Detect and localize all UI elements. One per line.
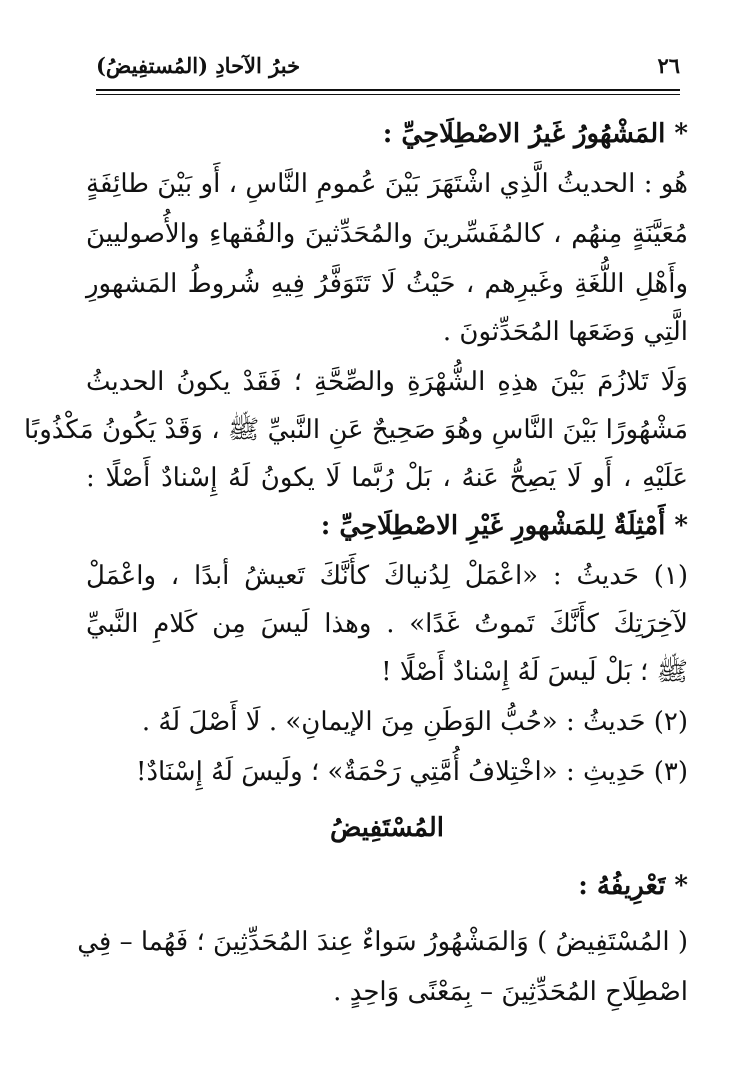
section-heading-definition: * تَعْرِيفُهُ : xyxy=(578,871,688,901)
header-rule-thick xyxy=(96,89,680,91)
example-line: (١) حَديثُ : «اعْمَلْ لِدُنياكَ كأَنَّكَ تَعيشُ أبدًا ، واعْمَلْ xyxy=(86,561,688,591)
running-title: خبرُ الآحادِ (المُستفِيضُ) xyxy=(96,52,301,78)
example-line: (٢) حَديثُ : «حُبُّ الوَطَنِ مِنَ الإيمانِ» . لَا أَصْلَ لَهُ . xyxy=(141,707,688,737)
section-heading-nonterm: * المَشْهُورُ غَيرُ الاصْطِلَاحِيِّ : xyxy=(382,119,688,149)
example-line: ﷺ ؛ بَلْ لَيسَ لَهُ إِسْنادٌ أَصْلًا ! xyxy=(381,657,688,687)
text-line: اصْطِلَاحِ المُحَدِّثِينَ – بِمَعْنًى وَاحِدٍ . xyxy=(333,977,688,1007)
text-line: عَلَيْهِ ، أَو لَا يَصِحُّ عَنهُ ، بَلْ رُبَّما لَا يكونُ لَهُ إِسْنادٌ أَصْلًا : xyxy=(86,463,688,493)
header-rule-thin xyxy=(96,94,680,95)
text-line: وأَهْلِ اللُّغَةِ وغَيرِهم ، حَيْثُ لَا تَتَوَفَّرُ فِيهِ شُروطُ المَشهورِ xyxy=(86,269,688,299)
text-line: الَّتِي وَضَعَها المُحَدِّثونَ . xyxy=(442,317,688,347)
text-line: مَشْهُورًا بَيْنَ النَّاسِ وهُوَ صَحِيحٌ عَنِ النَّبيِّ ﷺ ، وَقَدْ يَكُونُ مَكْذُوبًا xyxy=(24,415,688,445)
text-line: وَلَا تَلازُمَ بَيْنَ هذِهِ الشُّهْرَةِ والصِّحَّةِ ؛ فَقَدْ يكونُ الحديثُ xyxy=(86,367,688,397)
page-number: ٢٦ xyxy=(657,52,680,78)
section-heading-examples: * أَمْثِلَةٌ لِلمَشْهورِ غَيْرِ الاصْطِلَاحِيِّ : xyxy=(320,511,688,541)
example-line: (٣) حَدِيثِ : «اخْتِلافُ أُمَّتِي رَحْمَةٌ» ؛ ولَيسَ لَهُ إِسْنَادٌ! xyxy=(136,757,688,787)
page-header xyxy=(96,44,680,86)
text-line: ( المُسْتَفِيضُ ) وَالمَشْهُورُ سَواءٌ عِندَ المُحَدِّثِينَ ؛ فَهُما – فِي xyxy=(77,927,688,957)
example-line: لآخِرَتِكَ كأَنَّكَ تَموتُ غَدًا» . وهذا لَيسَ مِن كَلامِ النَّبيِّ xyxy=(86,609,688,639)
text-line: مُعَيَّنَةٍ مِنهُم ، كالمُفَسِّرينَ والمُحَدِّثينَ والفُقهاءِ والأُصوليينَ xyxy=(86,219,688,249)
section-title-mustafid: المُسْتَفِيضُ xyxy=(329,813,445,843)
text-line: هُو : الحديثُ الَّذِي اشْتَهَرَ بَيْنَ عُمومِ النَّاسِ ، أَو بَيْنَ طائِفَةٍ xyxy=(86,169,688,199)
